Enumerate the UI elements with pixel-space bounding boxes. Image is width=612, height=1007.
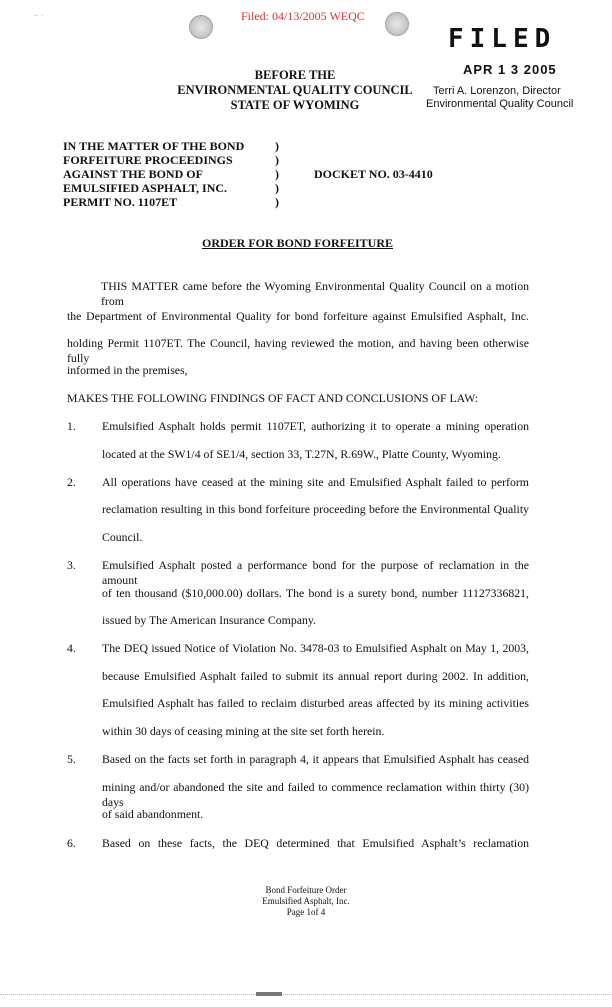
corner-scan-mark: ~ · [34,12,45,20]
order-title: ORDER FOR BOND FORFEITURE [202,236,394,250]
caption-paren: ) [275,181,279,195]
finding-5-line-1: Based on the facts set forth in paragraph 4, it appears that Emulsified Asphalt has ceased [102,752,529,766]
finding-5-line-2: mining and/or abandoned the site and failed to commence reclamation within thirty (30) days [102,780,529,809]
finding-number: 1. [67,419,76,433]
caption-paren: ) [275,139,279,153]
electronic-filed-stamp: Filed: 04/13/2005 WEQC [241,9,365,23]
intro-line-4: informed in the premises, [67,363,188,377]
finding-2-line-1: All operations have ceased at the mining site and Emulsified Asphalt failed to perform [102,475,529,489]
caption-line-3: AGAINST THE BOND OF [63,167,203,181]
finding-6-line-1: Based on these facts, the DEQ determined that Emulsified Asphalt’s reclamation [102,836,529,850]
scan-edge-line [0,994,612,996]
finding-4-line-2: because Emulsified Asphalt failed to submit its annual report during 2002. In addition, [102,669,529,683]
intro-line-3: holding Permit 1107ET. The Council, having reviewed the motion, and having been otherwise fully [67,336,529,365]
finding-2-line-2: reclamation resulting in this bond forfeiture proceeding before the Environmental Quality [102,502,529,516]
finding-3-line-1: Emulsified Asphalt posted a performance bond for the purpose of reclamation in the amount [102,558,529,587]
finding-1-line-2: located at the SW1/4 of SE1/4, section 33, T.27N, R.69W., Platte County, Wyoming. [102,447,501,461]
filed-stamp-director: Terri A. Lorenzon, Director [433,85,561,97]
before-line-2: ENVIRONMENTAL QUALITY COUNCIL [177,83,413,97]
scan-artifact [256,992,282,996]
filed-stamp-council: Environmental Quality Council [426,98,574,110]
intro-line-2: the Department of Environmental Quality for bond forfeiture against Emulsified Asphalt, Inc. [67,309,529,323]
finding-number: 3. [67,558,76,572]
finding-5-line-3: of said abandonment. [102,807,204,821]
finding-4-line-4: within 30 days of ceasing mining at the site set forth herein. [102,724,385,738]
footer-page-number: Page 1of 4 [286,907,326,917]
finding-3-line-3: issued by The American Insurance Company. [102,613,316,627]
findings-heading: MAKES THE FOLLOWING FINDINGS OF FACT AND CONCLUSIONS OF LAW: [67,391,479,405]
caption-line-5: PERMIT NO. 1107ET [63,195,178,209]
before-line-3: STATE OF WYOMING [230,98,360,112]
seal-left-icon [189,15,213,39]
intro-line-1: THIS MATTER came before the Wyoming Environmental Quality Council on a motion from [101,279,529,308]
finding-number: 6. [67,836,76,850]
caption-line-2: FORFEITURE PROCEEDINGS [63,153,233,167]
caption-line-4: EMULSIFIED ASPHALT, INC. [63,181,228,195]
filed-stamp-heading: FILED [448,24,557,54]
seal-right-icon [385,12,409,36]
caption-paren: ) [275,195,279,209]
docket-number: DOCKET NO. 03-4410 [314,167,433,181]
caption-line-1: IN THE MATTER OF THE BOND [63,139,245,153]
finding-number: 5. [67,752,76,766]
footer-line-1: Bond Forfeiture Order [265,885,347,895]
finding-2-line-3: Council. [102,530,143,544]
finding-4-line-3: Emulsified Asphalt has failed to reclaim disturbed areas affected by its mining activities [102,696,529,710]
filed-stamp-date: APR 1 3 2005 [463,62,557,77]
finding-3-line-2: of ten thousand ($10,000.00) dollars. The bond is a surety bond, number 11127336821, [102,586,529,600]
finding-number: 2. [67,475,76,489]
finding-number: 4. [67,641,76,655]
footer-line-2: Emulsified Asphalt, Inc. [262,896,350,906]
finding-4-line-1: The DEQ issued Notice of Violation No. 3478-03 to Emulsified Asphalt on May 1, 2003, [102,641,529,655]
finding-1-line-1: Emulsified Asphalt holds permit 1107ET, authorizing it to operate a mining operation [102,419,529,433]
before-line-1: BEFORE THE [254,68,336,82]
caption-paren: ) [275,153,279,167]
caption-paren: ) [275,167,279,181]
